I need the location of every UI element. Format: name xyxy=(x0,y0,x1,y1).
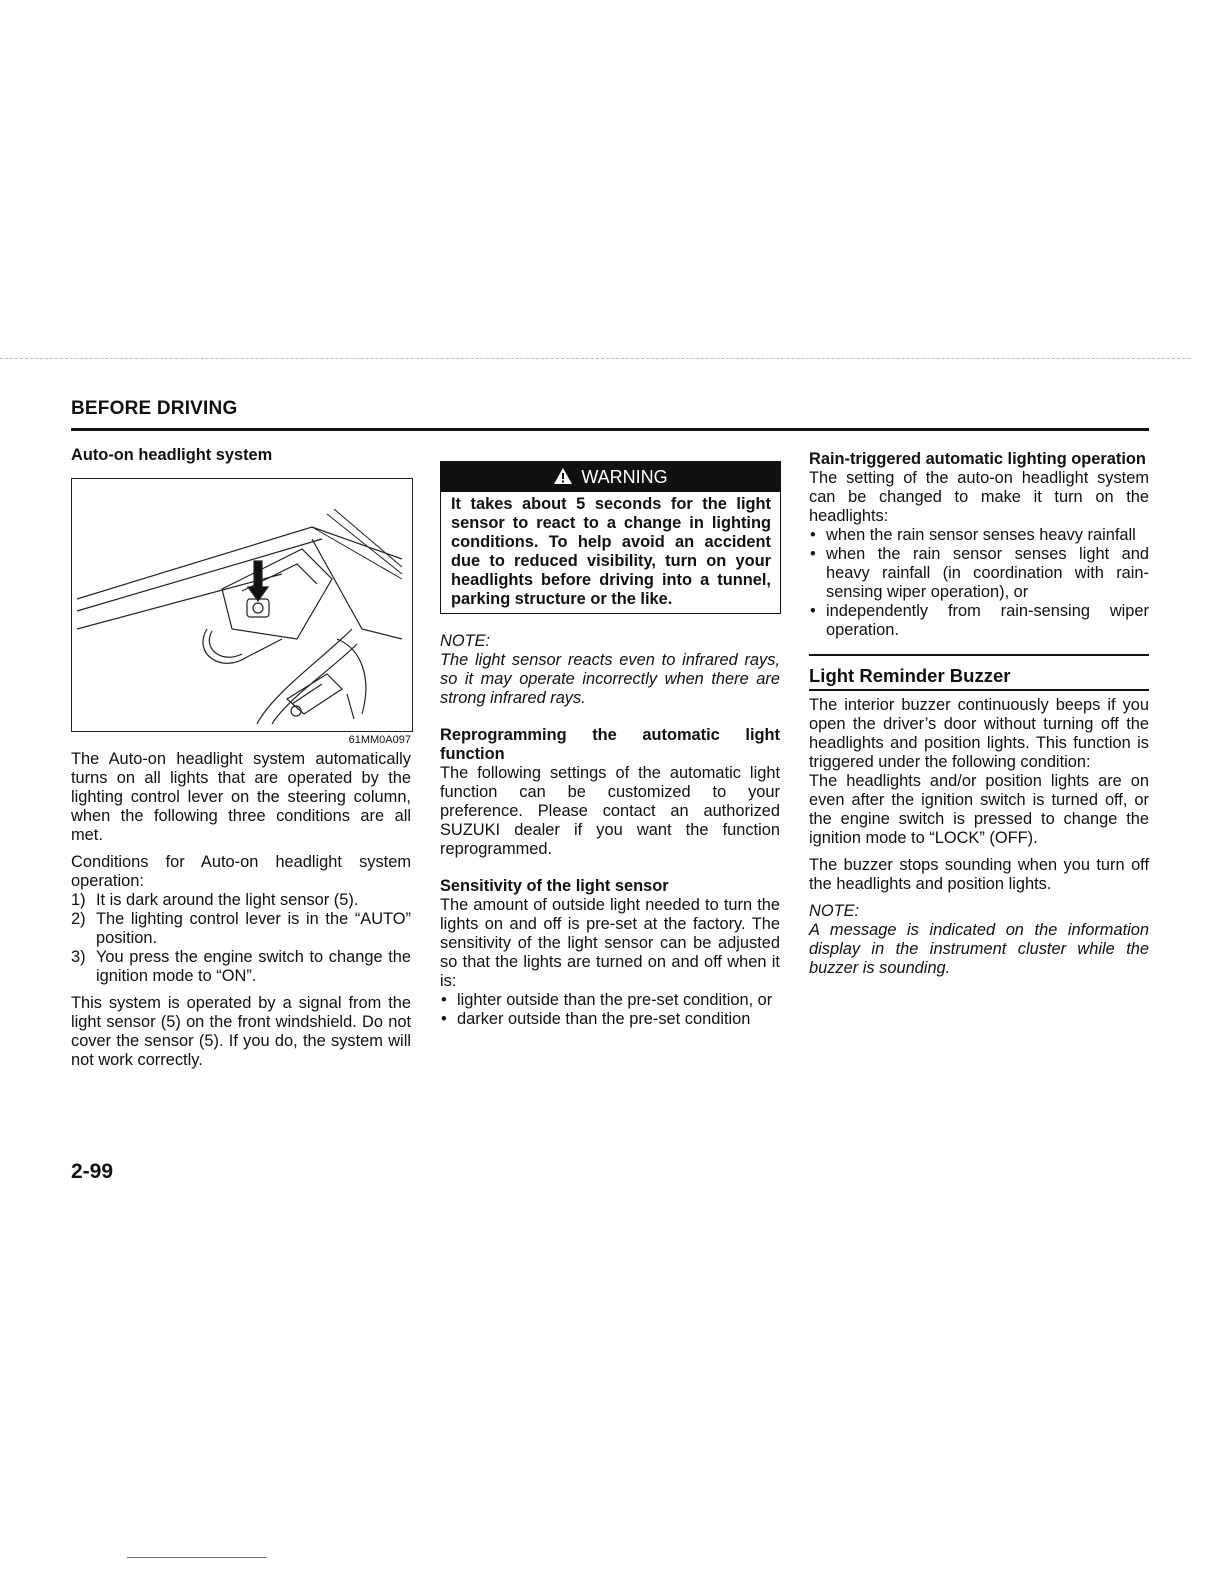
warning-title: WARNING xyxy=(581,467,668,487)
column-1 xyxy=(71,446,411,1070)
rain-heading: Rain-triggered automatic lighting operation xyxy=(809,450,1146,468)
header-rule xyxy=(71,428,1149,431)
buzzer-condition-text: The headlights and/or position lights are on even after the ignition switch is turned off, or the engine switch is pressed to change the ignition mode to “LOCK” (OFF). xyxy=(809,772,1149,847)
list-item: • independently from rain-sensing wiper operation. xyxy=(810,602,1149,639)
auto-on-heading: Auto-on headlight system xyxy=(71,446,273,464)
list-item: • darker outside than the pre-set condition xyxy=(441,1010,751,1028)
top-dashed-rule xyxy=(0,358,1190,359)
rain-list xyxy=(809,526,1149,640)
sensitivity-list xyxy=(440,991,780,1029)
figure-code: 61MM0A097 xyxy=(348,734,411,746)
note-text: The light sensor reacts even to infrared rays, so it may operate incorrectly when there are strong infrared rays. xyxy=(440,651,780,707)
reprogramming-heading: Reprogramming the automatic light function xyxy=(440,726,780,763)
buzzer-stop-text: The buzzer stops sounding when you turn off the headlights and position lights. xyxy=(809,856,1149,893)
rain-text: The setting of the auto-on headlight system can be changed to make it turn on the headlights: xyxy=(809,469,1149,525)
column-3 xyxy=(809,446,1149,978)
warning-box xyxy=(440,461,781,614)
note-text: A message is indicated on the information display in the instrument cluster while the buzzer is sounding. xyxy=(809,921,1149,977)
sensitivity-heading: Sensitivity of the light sensor xyxy=(440,877,669,895)
bottom-rule xyxy=(127,1557,267,1558)
column-2 xyxy=(440,446,780,1029)
sensitivity-text: The amount of outside light needed to turn the lights on and off is pre-set at the factory. The sensitivity of the light sensor can be adjusted so that the lights are turned on and off when it is: xyxy=(440,896,780,990)
list-item: 1) It is dark around the light sensor (5). xyxy=(71,891,359,909)
reprogramming-text: The following settings of the automatic light function can be customized to your preference. Please contact an authorized SUZUKI dealer if you want the function reprogrammed. xyxy=(440,764,780,858)
section-header: BEFORE DRIVING xyxy=(71,398,238,419)
signal-text: This system is operated by a signal from the light sensor (5) on the front windshield. Do not cover the sensor (5). If you do, the system will not work correctly. xyxy=(71,994,411,1069)
list-item: • lighter outside than the pre-set condition, or xyxy=(441,991,773,1009)
conditions-intro: Conditions for Auto-on headlight system operation: xyxy=(71,853,411,890)
warning-text: It takes about 5 seconds for the light sensor to react to a change in lighting conditions. To help avoid an accident due to reduced visibility, turn on your headlights before driving into a tunnel, parking structure or the like. xyxy=(451,495,771,608)
warning-header xyxy=(441,462,780,492)
list-item: • when the rain sensor senses heavy rainfall xyxy=(810,526,1136,544)
note-label: NOTE: xyxy=(440,632,491,650)
page-number: 2-99 xyxy=(71,1160,114,1183)
list-item: 2) The lighting control lever is in the “AUTO” position. xyxy=(71,910,411,947)
conditions-list xyxy=(71,891,411,986)
buzzer-text: The interior buzzer continuously beeps if you open the driver’s door without turning off the headlights and position lights. This function is triggered under the following condition: xyxy=(809,696,1149,771)
warning-triangle-icon xyxy=(553,464,573,494)
list-item: • when the rain sensor senses light and heavy rainfall (in coordination with rain-sensing wiper operation), or xyxy=(810,545,1149,601)
headlight-sensor-illustration xyxy=(71,478,413,732)
note-label: NOTE: xyxy=(809,902,860,920)
intro-text: The Auto-on headlight system automatically turns on all lights that are operated by the lighting control lever on the steering column, when the following three conditions are all met. xyxy=(71,750,411,844)
buzzer-section-title: Light Reminder Buzzer xyxy=(809,654,1149,691)
list-item: 3) You press the engine switch to change the ignition mode to “ON”. xyxy=(71,948,411,985)
